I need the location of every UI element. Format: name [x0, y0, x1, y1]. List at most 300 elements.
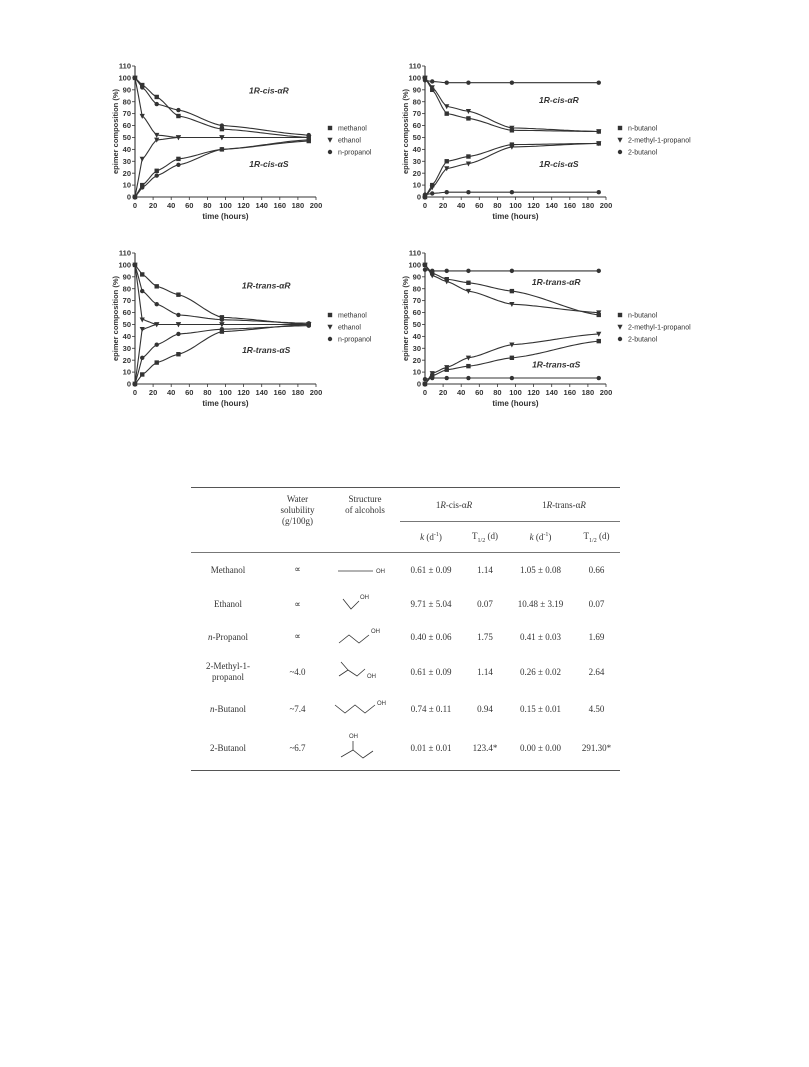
x-tick-label: 120 [237, 388, 250, 397]
legend-label: n-butanol [628, 312, 658, 320]
cis-t: 123.4* [472, 742, 498, 753]
data-point [133, 195, 137, 199]
table-row [191, 692, 620, 726]
series-points-2-butanol-lower [423, 190, 601, 197]
header-cis-prefix: 1 [435, 499, 441, 510]
x-tick-label: 180 [581, 201, 595, 210]
structure-ethanol [330, 587, 400, 622]
data-point [220, 123, 224, 127]
x-tick-label: 60 [185, 201, 194, 210]
data-point [430, 376, 434, 380]
oh-label: OH [377, 700, 386, 707]
trans-k: 0.26 ± 0.02 [520, 666, 561, 677]
y-tick-label: 0 [126, 192, 131, 202]
y-axis-label: epimer composition (%) [401, 88, 410, 175]
data-point [597, 339, 601, 343]
y-tick-label: 50 [122, 320, 131, 330]
data-point [445, 111, 449, 115]
row-name-text: Methanol [210, 564, 246, 575]
series-points-2-butanol-lower [423, 376, 601, 382]
k-exp: -1 [433, 532, 439, 538]
legend-label: ethanol [338, 324, 361, 332]
header-trans-mid: R [546, 499, 553, 510]
data-point [510, 356, 514, 360]
x-tick-label: 40 [457, 388, 466, 397]
legend-marker [327, 325, 332, 330]
oh-label: OH [349, 733, 358, 740]
data-point [423, 78, 427, 82]
trans-t: 2.64 [588, 666, 605, 677]
row-name-text-2: propanol [212, 671, 244, 682]
x-tick-label: 200 [599, 201, 613, 210]
y-tick-label: 40 [412, 144, 421, 154]
legend-label: n-propanol [338, 336, 372, 344]
y-tick-label: 80 [412, 97, 421, 107]
k-exp: -1 [543, 532, 549, 538]
header-trans [508, 488, 620, 522]
x-tick-label: 80 [203, 388, 212, 397]
data-point [176, 108, 180, 112]
x-tick-label: 160 [273, 388, 287, 397]
cis-k: 0.74 ± 0.11 [410, 703, 452, 714]
y-tick-label: 70 [122, 109, 131, 119]
data-point [176, 313, 180, 317]
cis-t: 0.94 [477, 703, 493, 714]
data-point [466, 281, 470, 285]
structure-n-butanol-drawing [333, 697, 397, 721]
data-point [597, 376, 601, 380]
data-point [220, 317, 224, 321]
table-row [191, 726, 620, 771]
cis-k: 0.40 ± 0.06 [410, 631, 452, 642]
x-tick-label: 20 [438, 201, 448, 210]
data-point [423, 377, 427, 381]
header-structure-line2: of alcohols [345, 505, 385, 515]
x-tick-label: 100 [509, 388, 522, 397]
y-tick-label: 30 [412, 156, 421, 166]
structure-2-butanol [330, 726, 400, 771]
data-point [140, 85, 144, 89]
legend-label: 2-butanol [628, 336, 658, 344]
curve-annotation: 1R-cis-αS [249, 159, 289, 170]
y-tick-label: 60 [122, 308, 131, 318]
data-point [140, 356, 144, 360]
curve-annotation: 1R-trans-αR [531, 277, 581, 288]
data-point [445, 190, 449, 194]
x-tick-label: 100 [509, 201, 522, 210]
data-point [176, 332, 180, 336]
data-point [220, 327, 224, 331]
x-tick-label: 180 [291, 201, 305, 210]
data-point [307, 323, 311, 327]
x-tick-label: 0 [132, 388, 138, 397]
header-structure [330, 488, 400, 553]
y-tick-label: 40 [412, 331, 421, 341]
y-tick-label: 40 [122, 331, 131, 341]
row-name-prefix: n [210, 703, 215, 714]
header-cis-dash: -cis-α [445, 499, 467, 510]
legend-label: methanol [338, 125, 367, 133]
data-point [510, 269, 514, 273]
x-tick-label: 0 [132, 201, 138, 210]
x-tick-label: 0 [422, 201, 428, 210]
rate-constant-table [191, 487, 620, 771]
k-close: ) [548, 532, 552, 542]
legend-label: ethanol [338, 137, 361, 145]
curve-annotation: 1R-trans-αR [241, 280, 291, 291]
y-tick-label: 70 [412, 109, 421, 119]
legend-label: methanol [338, 312, 367, 320]
header-water-line1: Water [286, 494, 309, 504]
x-tick-label: 80 [493, 388, 502, 397]
x-tick-label: 100 [219, 388, 232, 397]
trans-t: 0.07 [588, 599, 605, 609]
y-tick-label: 10 [122, 367, 131, 377]
x-tick-label: 20 [148, 201, 158, 210]
legend-label: n-propanol [338, 149, 372, 157]
x-tick-label: 160 [273, 201, 287, 210]
data-point [155, 302, 159, 306]
structure-ethanol-drawing [335, 591, 395, 617]
t-symbol: T [472, 530, 478, 541]
data-point [155, 173, 159, 177]
y-tick-label: 20 [122, 355, 131, 365]
legend-marker [328, 313, 332, 317]
curve-annotation: 1R-cis-αR [249, 85, 289, 96]
legend-label: n-butanol [628, 125, 658, 133]
x-tick-label: 20 [438, 388, 448, 397]
x-tick-label: 60 [475, 201, 484, 210]
x-axis-label: time (hours) [492, 212, 539, 221]
trans-k: 0.15 ± 0.01 [520, 703, 561, 714]
legend [327, 313, 372, 344]
fit-curve-2-methyl-1-propanol-lower [425, 143, 599, 197]
header-structure-line1: Structure [348, 494, 382, 504]
legend-marker [327, 138, 332, 143]
cis-t: 1.14 [477, 564, 493, 575]
series-points-2-butanol-upper [423, 78, 601, 85]
row-solubility: ~4.0 [289, 666, 306, 677]
cis-k: 0.01 ± 0.01 [410, 742, 452, 753]
legend-label: 2-methyl-1-propanol [628, 324, 691, 332]
data-point [466, 376, 470, 380]
t-unit: (d) [485, 530, 498, 541]
data-point [423, 192, 427, 196]
data-point [510, 190, 514, 194]
data-point [133, 263, 137, 267]
data-point [140, 272, 144, 276]
header-cis [400, 488, 508, 522]
row-name [191, 726, 265, 771]
k-unit: (d [424, 532, 434, 542]
data-point [155, 343, 159, 347]
y-tick-label: 110 [408, 61, 421, 71]
y-tick-label: 30 [122, 156, 131, 166]
curve-annotation: 1R-trans-αS [242, 345, 291, 356]
x-tick-label: 80 [493, 201, 502, 210]
x-tick-label: 40 [457, 201, 466, 210]
row-name [191, 622, 265, 652]
y-tick-label: 100 [118, 260, 131, 270]
trans-t: 1.69 [588, 631, 605, 642]
y-tick-label: 10 [412, 367, 421, 377]
x-axis-label: time (hours) [202, 399, 249, 408]
row-name-text: 2-Methyl-1- [206, 660, 250, 671]
cis-k: 9.71 ± 5.04 [410, 599, 452, 609]
cis-k: 0.61 ± 0.09 [410, 666, 452, 677]
row-solubility: ~7.4 [289, 703, 306, 714]
t-symbol: T [583, 530, 590, 541]
row-name-text: -Butanol [214, 703, 246, 714]
data-point [140, 185, 144, 189]
trans-t: 4.50 [588, 703, 605, 714]
structure-2-methyl-1-propanol-drawing [335, 658, 395, 686]
header-trans-suffix: R [580, 499, 586, 510]
data-point [155, 95, 159, 99]
x-tick-label: 200 [599, 388, 613, 397]
data-point [155, 169, 159, 173]
y-tick-label: 90 [122, 272, 131, 282]
x-axis-label: time (hours) [492, 399, 539, 408]
header-trans-t [573, 522, 620, 553]
y-tick-label: 60 [412, 308, 421, 318]
curve-annotation: 1R-cis-αS [539, 159, 579, 170]
data-point [466, 154, 470, 158]
structure-n-butanol [330, 692, 400, 726]
data-point [597, 190, 601, 194]
curve-annotation: 1R-cis-αR [539, 94, 579, 105]
oh-label: OH [371, 628, 380, 635]
header-water-line3: (g/100g) [282, 516, 313, 526]
y-tick-label: 80 [412, 284, 421, 294]
legend-marker [328, 150, 332, 154]
data-point [466, 364, 470, 368]
y-tick-label: 0 [416, 379, 421, 389]
row-name-text: Ethanol [214, 599, 242, 609]
x-tick-label: 60 [185, 388, 194, 397]
legend-marker [618, 313, 622, 317]
data-point [220, 147, 224, 151]
header-cis-t [462, 522, 508, 553]
y-tick-label: 30 [122, 343, 131, 353]
y-tick-label: 10 [412, 180, 421, 190]
chart-bottom-right-svg [402, 245, 732, 423]
legend-marker [328, 126, 332, 130]
data-point [597, 80, 601, 84]
data-point [430, 191, 434, 195]
y-tick-label: 0 [126, 379, 131, 389]
x-tick-label: 120 [237, 201, 250, 210]
structure-methanol [330, 553, 400, 587]
x-tick-label: 200 [309, 388, 323, 397]
x-tick-label: 40 [167, 201, 176, 210]
x-tick-label: 180 [581, 388, 595, 397]
chart-top-left [112, 58, 412, 236]
trans-t: 0.66 [588, 564, 605, 575]
x-tick-label: 140 [545, 388, 558, 397]
y-axis-label: epimer composition (%) [111, 88, 120, 175]
data-point [176, 163, 180, 167]
data-point [176, 114, 180, 118]
legend-marker [618, 150, 622, 154]
row-name-text: 2-Butanol [210, 742, 246, 753]
data-point [155, 102, 159, 106]
data-point [466, 269, 470, 273]
row-name-text: -Propanol [212, 631, 248, 642]
table-row [191, 553, 620, 587]
table-row [191, 587, 620, 622]
data-point [155, 284, 159, 288]
row-solubility: ∝ [294, 631, 301, 641]
data-point [445, 80, 449, 84]
row-name [191, 587, 265, 622]
cis-t: 1.14 [477, 666, 493, 677]
row-name [191, 652, 265, 692]
x-tick-label: 0 [422, 388, 428, 397]
t-unit: (d) [596, 530, 610, 541]
chart-top-left-svg [112, 58, 412, 236]
x-tick-label: 180 [291, 388, 305, 397]
table-row [191, 622, 620, 652]
header-cis-mid: R [440, 499, 446, 510]
legend-marker [617, 325, 622, 330]
data-point [307, 138, 311, 142]
row-name [191, 553, 265, 587]
data-point [445, 159, 449, 163]
cis-k: 0.61 ± 0.09 [410, 564, 452, 575]
cis-t: 0.07 [477, 599, 493, 609]
legend-marker [618, 126, 622, 130]
chart-top-right-svg [402, 58, 732, 236]
y-tick-label: 10 [122, 180, 131, 190]
chart-top-right [402, 58, 732, 236]
chart-bottom-left-svg [112, 245, 412, 423]
curve-annotation: 1R-trans-αS [532, 359, 581, 370]
y-tick-label: 100 [118, 73, 131, 83]
y-tick-label: 20 [412, 355, 421, 365]
y-tick-label: 100 [408, 260, 421, 270]
y-tick-label: 50 [412, 133, 421, 143]
table-header-row-1 [191, 488, 620, 522]
x-tick-label: 160 [563, 388, 577, 397]
structure-methanol-drawing [335, 563, 395, 577]
data-point [466, 116, 470, 120]
header-trans-dash: -trans-α [552, 499, 581, 510]
y-tick-label: 110 [408, 248, 421, 258]
data-point [430, 79, 434, 83]
data-point [176, 292, 180, 296]
chart-bottom-left [112, 245, 412, 423]
y-tick-label: 30 [412, 343, 421, 353]
data-point [466, 80, 470, 84]
header-water-solubility [265, 488, 330, 553]
legend [617, 126, 691, 157]
structure-2-methyl-1-propanol [330, 652, 400, 692]
row-solubility: ∝ [294, 564, 301, 575]
y-axis-label: epimer composition (%) [111, 275, 120, 362]
y-tick-label: 100 [408, 73, 421, 83]
y-tick-label: 110 [118, 61, 131, 71]
legend-marker [617, 138, 622, 143]
y-tick-label: 40 [122, 144, 131, 154]
x-tick-label: 140 [255, 388, 268, 397]
chart-bottom-right [402, 245, 732, 423]
y-tick-label: 90 [122, 85, 131, 95]
y-tick-label: 70 [122, 296, 131, 306]
cis-t: 1.75 [477, 631, 493, 642]
y-tick-label: 60 [412, 121, 421, 131]
fit-curve-n-propanol-upper [135, 265, 309, 323]
trans-k: 0.41 ± 0.03 [520, 631, 561, 642]
data-point [140, 157, 145, 162]
x-tick-label: 120 [527, 201, 540, 210]
x-tick-label: 140 [545, 201, 558, 210]
k-close: ) [438, 532, 442, 542]
y-tick-label: 90 [412, 272, 421, 282]
fit-curve-n-butanol-lower [425, 143, 599, 197]
table-row [191, 652, 620, 692]
x-tick-label: 160 [563, 201, 577, 210]
header-trans-k [508, 522, 573, 553]
trans-k: 10.48 ± 3.19 [517, 599, 564, 609]
structure-2-butanol-drawing [335, 731, 395, 765]
k-symbol: k [420, 532, 425, 542]
row-solubility: ∝ [294, 598, 301, 609]
y-tick-label: 20 [122, 168, 131, 178]
data-point [307, 133, 311, 137]
row-solubility: ~6.7 [289, 742, 306, 753]
legend-label: 2-butanol [628, 149, 658, 157]
legend-marker [618, 337, 622, 341]
data-point [597, 269, 601, 273]
legend [327, 126, 372, 157]
trans-k: 0.00 ± 0.00 [520, 742, 561, 753]
data-point [510, 376, 514, 380]
t-sub: 1/2 [589, 537, 597, 544]
oh-label: OH [360, 595, 369, 601]
x-tick-label: 100 [219, 201, 232, 210]
y-tick-label: 80 [122, 284, 131, 294]
data-point [445, 376, 449, 380]
x-tick-label: 200 [309, 201, 323, 210]
y-tick-label: 50 [412, 320, 421, 330]
data-point [510, 289, 514, 293]
y-tick-label: 0 [416, 192, 421, 202]
data-point [510, 80, 514, 84]
data-point [466, 190, 470, 194]
row-name-prefix: n [208, 631, 213, 642]
y-tick-label: 90 [412, 85, 421, 95]
y-tick-label: 70 [412, 296, 421, 306]
header-cis-suffix: R [466, 499, 473, 510]
x-tick-label: 80 [203, 201, 212, 210]
header-water-line2: solubility [280, 505, 315, 515]
y-tick-label: 50 [122, 133, 131, 143]
data-point [176, 352, 180, 356]
data-point [423, 267, 427, 271]
oh-label: OH [376, 568, 385, 575]
legend-marker [328, 337, 332, 341]
y-tick-label: 80 [122, 97, 131, 107]
x-axis-label: time (hours) [202, 212, 249, 221]
data-point [155, 360, 159, 364]
k-symbol: k [529, 532, 534, 542]
y-tick-label: 110 [118, 248, 131, 258]
y-tick-label: 20 [412, 168, 421, 178]
y-axis-label: epimer composition (%) [401, 275, 410, 362]
header-trans-prefix: 1 [542, 499, 547, 510]
series-points-2-butanol-upper [423, 267, 601, 273]
